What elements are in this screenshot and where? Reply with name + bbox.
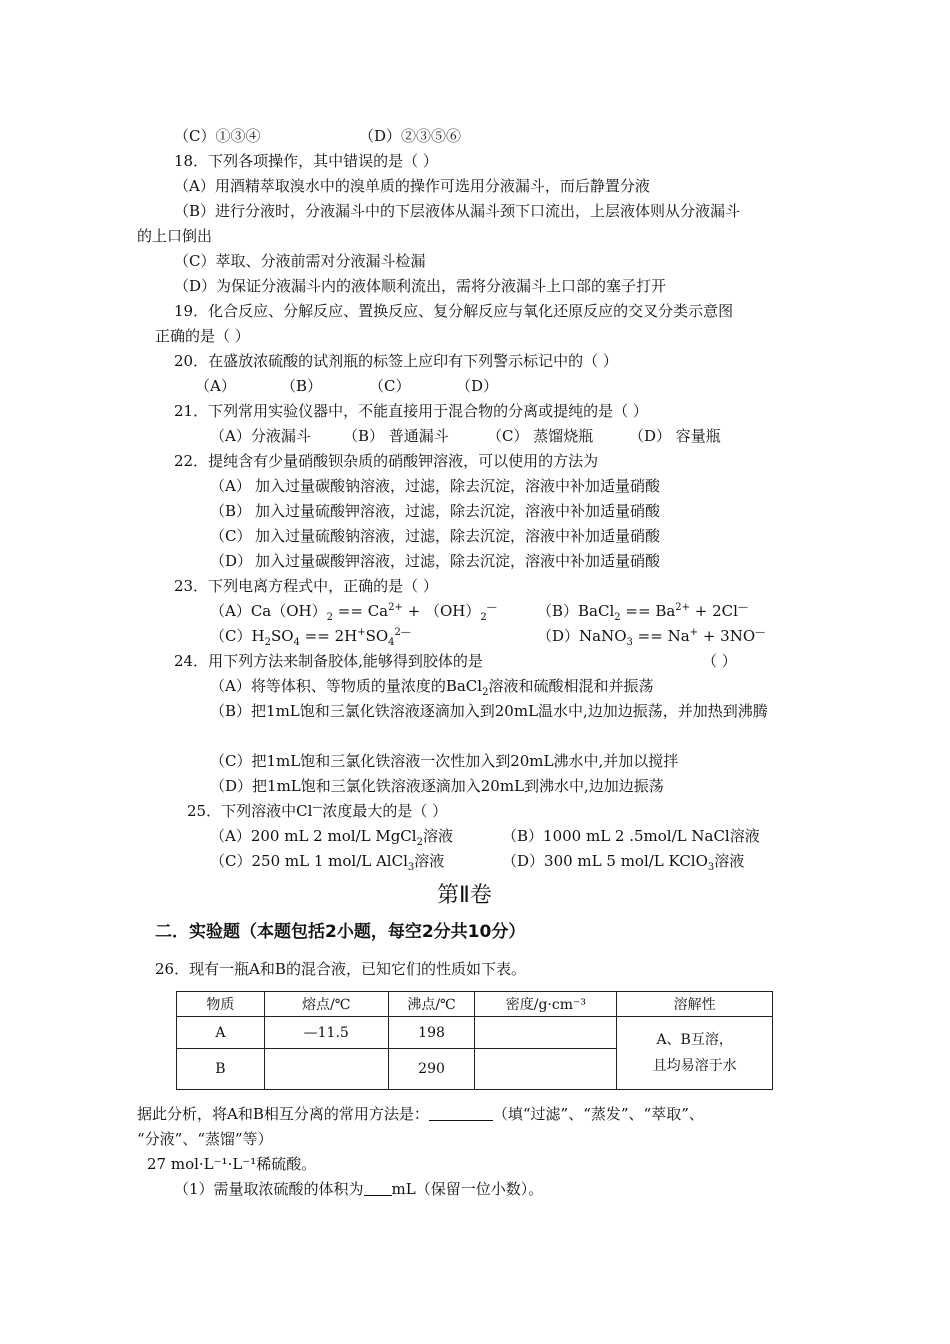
table-cell-solubility [617,1017,773,1090]
q24-option-b: （B）把1mL饱和三氯化铁溶液逐滴加入到20mL温水中,边加边振荡，并加热到沸腾 [210,702,768,720]
q23-option-b: （B）BaCl$_2$ == $Ba^{2+} + 2Cl^—$ [537,602,748,623]
q20-option-d: （D） [456,377,499,395]
q21-option-b: （B） 普通漏斗 [343,427,449,445]
q24-option-a: （A）将等体积、等物质的量浓度的BaCl$_2$溶液和硫酸相混和并振荡 [210,677,654,698]
q18-option-a: （A）用酒精萃取溴水中的溴单质的操作可选用分液漏斗，而后静置分液 [174,177,650,195]
q18-option-b: （B）进行分液时，分液漏斗中的下层液体从漏斗颈下口流出，上层液体则从分液漏斗 [174,202,741,220]
q20-option-b: （B） [281,377,323,395]
q22-option-d-label: （D） [210,552,253,570]
q26-stem: 26．现有一瓶A和B的混合液，已知它们的性质如下表。 [155,960,526,978]
q22-stem: 22．提纯含有少量硝酸钡杂质的硝酸钾溶液，可以使用的方法为 [174,452,599,470]
solubility-line-1: A、B互溶， [656,1032,733,1048]
table-cell: B [177,1049,265,1090]
table-cell: A [177,1017,265,1049]
answer-blank[interactable] [364,1179,392,1196]
table-cell [264,1049,388,1090]
q24-option-c: （C）把1mL饱和三氯化铁溶液一次性加入到20mL沸水中,并加以搅拌 [210,752,679,770]
table-header-cell: 溶解性 [617,992,773,1017]
table-cell: —11.5 [264,1017,388,1049]
q25-option-d: （D）300 mL 5 mol/L KClO$_3$溶液 [502,852,745,873]
table-cell [475,1049,617,1090]
q17-option-d: （D）②③⑤⑥ [359,127,462,145]
q22-option-a-label: （A） [210,477,251,495]
q25-option-b: （B）1000 mL 2 .5mol/L NaCl溶液 [502,827,760,845]
q27-stem: 27 mol·L⁻¹·L⁻¹稀硫酸。 [147,1155,317,1173]
q21-stem: 21．下列常用实验仪器中，不能直接用于混合物的分离或提纯的是（ ） [174,402,648,420]
q24-option-d: （D）把1mL饱和三氯化铁溶液逐滴加入20mL到沸水中,边加边振荡 [210,777,664,795]
q21-option-a: （A）分液漏斗 [210,427,311,445]
table-header-cell: 物质 [177,992,265,1017]
table-row [177,1017,773,1049]
q18-option-b-cont: 的上口倒出 [137,227,213,245]
q19-stem-cont: 正确的是（ ） [155,327,250,345]
q22-option-b-label: （B） [210,502,252,520]
table-header-cell: 熔点/℃ [264,992,388,1017]
q20-option-c: （C） [369,377,411,395]
q26-analysis: 据此分析，将A和B相互分离的常用方法是： （填“过滤”、“蒸发”、“萃取”、 [137,1105,704,1123]
q20-stem: 20．在盛放浓硫酸的试剂瓶的标签上应印有下列警示标记中的（ ） [174,352,618,370]
q23-option-a: $(A)Ca(OH)_2 == Ca^{2+} + (OH)_2^—$ [210,602,497,623]
q22-option-d: 加入过量碳酸钾溶液，过滤，除去沉淀，溶液中补加适量硝酸 [255,552,661,570]
q23-option-c: $(C)H_2SO_4 == 2H^+SO_4^{2—}$ [210,627,411,648]
q22-option-a: 加入过量碳酸钠溶液，过滤，除去沉淀，溶液中补加适量硝酸 [255,477,661,495]
table-header-cell: 沸点/℃ [388,992,475,1017]
q17-option-c: （C）①③④ [174,127,261,145]
q24-stem: 24．用下列方法来制备胶体,能够得到胶体的是 [174,652,483,670]
q20-option-a: （A） [195,377,236,395]
table-cell: 198 [388,1017,475,1049]
table-header-row [177,992,773,1017]
table-cell: 290 [388,1049,475,1090]
q18-option-d: （D）为保证分液漏斗内的液体顺利流出，需将分液漏斗上口部的塞子打开 [174,277,667,295]
properties-table [176,991,773,1090]
solubility-line-2: 且均易溶于水 [652,1058,737,1074]
q22-option-b: 加入过量硫酸钾溶液，过滤，除去沉淀，溶液中补加适量硝酸 [255,502,661,520]
q25-stem: 25．下列溶液中Cl—浓度最大的是（ ） [187,802,448,820]
q22-option-c: 加入过量硫酸钠溶液，过滤，除去沉淀，溶液中补加适量硝酸 [255,527,661,545]
q26-analysis-cont: “分液”、“蒸馏”等） [137,1130,273,1148]
q22-option-c-label: （C） [210,527,252,545]
q19-stem: 19．化合反应、分解反应、置换反应、复分解反应与氧化还原反应的交叉分类示意图 [174,302,734,320]
part2-title: 第Ⅱ卷 [437,883,492,908]
section2-heading: 二．实验题（本题包括2小题，每空2分共10分） [155,922,526,942]
q21-option-d: （D） 容量瓶 [629,427,721,445]
q18-stem: 18．下列各项操作，其中错误的是（ ） [174,152,438,170]
q18-option-c: （C）萃取、分液前需对分液漏斗检漏 [174,252,426,270]
q25-option-c: （C）250 mL 1 mol/L AlCl$_3$溶液 [210,852,445,873]
q23-stem: 23．下列电离方程式中，正确的是（ ） [174,577,438,595]
q23-option-d: （D）NaNO$_3$ == Na+ + 3NO— [537,627,766,648]
q27-sub1: （1）需量取浓硫酸的体积为 mL（保留一位小数）。 [174,1180,544,1198]
q24-answer-paren: （ ） [702,652,737,670]
table-header-cell: 密度/g·cm⁻³ [475,992,617,1017]
table-cell [475,1017,617,1049]
answer-blank[interactable] [429,1104,493,1121]
q25-option-a: （A）200 mL 2 mol/L MgCl$_2$溶液 [210,827,453,848]
q21-option-c: （C） 蒸馏烧瓶 [487,427,594,445]
